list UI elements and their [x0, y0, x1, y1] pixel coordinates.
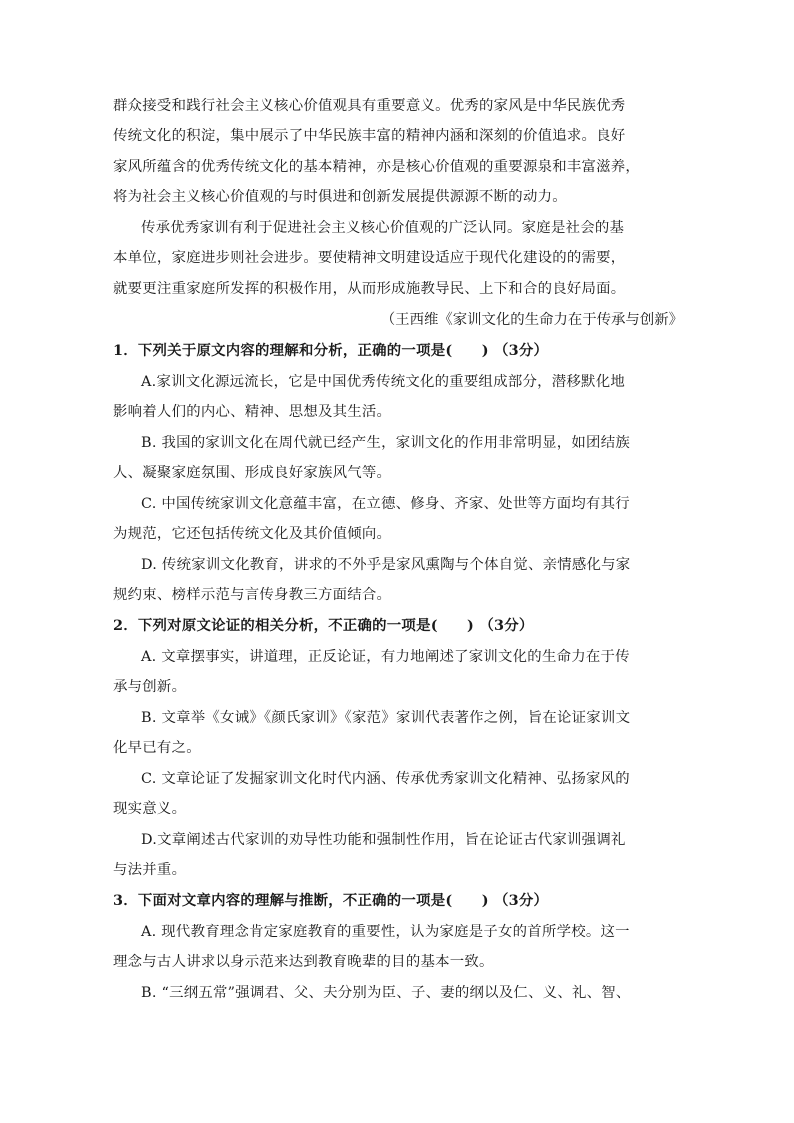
question-stem: 3．下面对文章内容的理解与推断，不正确的一项是( ) （3分）	[113, 892, 549, 909]
option-b-line1: B. 我国的家训文化在周代就已经产生，家训文化的作用非常明显，如团结族	[141, 435, 630, 451]
option-a-line2: 承与创新。	[113, 679, 187, 695]
passage-line: 本单位，家庭进步则社会进步。要使精神文明建设适应于现代化建设的的需要，	[113, 250, 626, 266]
option-a-line2: 理念与古人讲求以身示范来达到教育晚辈的目的基本一致。	[113, 954, 494, 970]
option-a-line1: A. 现代教育理念肯定家庭教育的重要性，认为家庭是子女的首所学校。这一	[141, 924, 630, 940]
option-b-line1: B. 文章举《女诫》《颜氏家训》《家范》家训代表著作之例，旨在论证家训文	[141, 710, 631, 726]
passage-line: 将为社会主义核心价值观的与时俱进和创新发展提供源源不断的动力。	[113, 189, 567, 205]
option-a-line2: 影响着人们的内心、精神、思想及其生活。	[113, 404, 392, 420]
option-b-line1: B. “三纲五常”强调君、父、夫分别为臣、子、妻的纲以及仁、义、礼、智、	[141, 985, 631, 1001]
option-d-line2: 规约束、榜样示范与言传身教三方面结合。	[113, 587, 392, 603]
option-b-line2: 化早已有之。	[113, 740, 201, 756]
question-stem: 2．下列对原文论证的相关分析，不正确的一项是( ) （3分）	[113, 617, 534, 634]
passage-line: 传承优秀家训有利于促进社会主义核心价值观的广泛认同。家庭是社会的基	[141, 220, 625, 236]
option-c-line2: 为规范，它还包括传统文化及其价值倾向。	[113, 526, 392, 542]
passage-line: 传统文化的积淀，集中展示了中华民族丰富的精神内涵和深刻的价值追求。良好	[113, 128, 626, 144]
option-c-line1: C. 中国传统家训文化意蕴丰富，在立德、修身、齐家、处世等方面均有其行	[141, 496, 630, 512]
passage-source: （王西维《家训文化的生命力在于传承与创新》	[380, 312, 683, 328]
option-a-line1: A. 文章摆事实，讲道理，正反论证，有力地阐述了家训文化的生命力在于传	[141, 649, 630, 665]
option-d-line2: 与法并重。	[113, 862, 187, 878]
question-stem: 1．下列关于原文内容的理解和分析，正确的一项是( ) （3分）	[113, 342, 549, 359]
passage-line: 群众接受和践行社会主义核心价值观具有重要意义。优秀的家风是中华民族优秀	[113, 98, 626, 114]
option-a-line1: A.家训文化源远流长，它是中国优秀传统文化的重要组成部分，潜移默化地	[141, 374, 625, 390]
passage-line: 就要更注重家庭所发挥的积极作用，从而形成施教导民、上下和合的良好局面。	[113, 281, 626, 297]
option-d-line1: D. 传统家训文化教育，讲求的不外乎是家风熏陶与个体自觉、亲情感化与家	[141, 557, 631, 573]
option-b-line2: 人、凝聚家庭氛围、形成良好家族风气等。	[113, 465, 392, 481]
option-c-line1: C. 文章论证了发掘家训文化时代内涵、传承优秀家训文化精神、弘扬家风的	[141, 771, 630, 787]
option-d-line1: D.文章阐述古代家训的劝导性功能和强制性作用，旨在论证古代家训强调礼	[141, 832, 626, 848]
passage-line: 家风所蕴含的优秀传统文化的基本精神，亦是核心价值观的重要源泉和丰富滋养，	[113, 159, 641, 175]
option-c-line2: 现实意义。	[113, 801, 187, 817]
